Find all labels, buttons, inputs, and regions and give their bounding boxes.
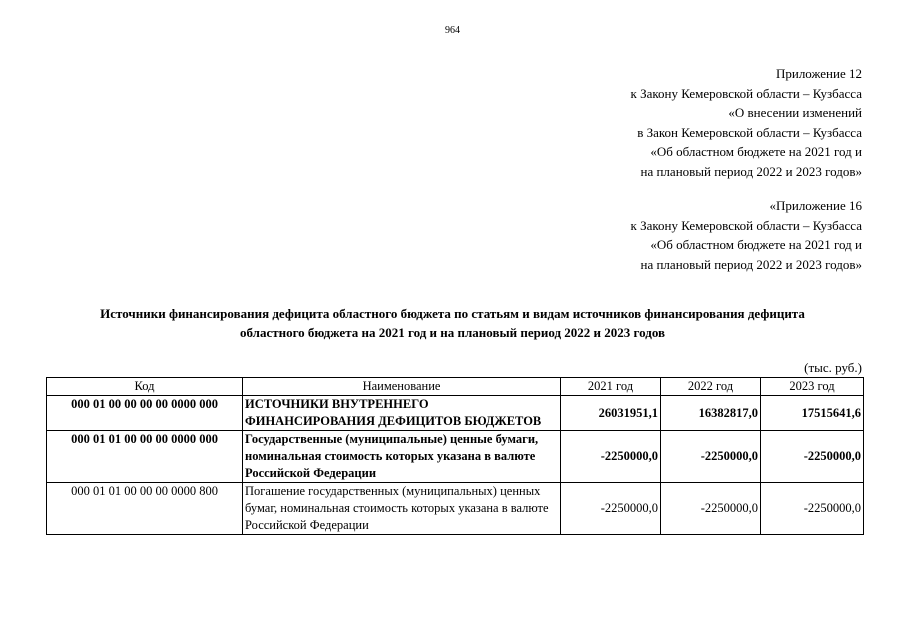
- annex-line: «О внесении изменений: [728, 105, 862, 121]
- header-2022: 2022 год: [661, 378, 761, 396]
- cell-2021: -2250000,0: [561, 483, 661, 535]
- annex-line: на плановый период 2022 и 2023 годов»: [640, 256, 862, 272]
- cell-2022: 16382817,0: [661, 396, 761, 431]
- cell-name: Государственные (муниципальные) ценные бумаги, номинальная стоимость которых указана в валюте Российской Федерации: [243, 431, 561, 483]
- annex-current-block: [631, 64, 863, 182]
- annex-line: «Об областном бюджете на 2021 год и: [650, 144, 862, 160]
- annex-line: в Закон Кемеровской области – Кузбасса: [637, 124, 862, 140]
- table-row: [47, 483, 864, 535]
- cell-code: 000 01 01 00 00 00 0000 800: [47, 483, 243, 535]
- cell-2021: -2250000,0: [561, 431, 661, 483]
- annex-line: Приложение 12: [775, 66, 862, 81]
- cell-2022: -2250000,0: [661, 431, 761, 483]
- annex-line: «Приложение 16: [769, 198, 862, 213]
- table-header-row: [47, 378, 864, 396]
- cell-name: Погашение государственных (муниципальных) ценных бумаг, номинальная стоимость которых указана в валюте Российской Федерации: [243, 483, 561, 535]
- cell-2023: 17515641,6: [761, 396, 864, 431]
- annex-line: на плановый период 2022 и 2023 годов»: [640, 163, 862, 179]
- units-label: (тыс. руб.): [804, 360, 862, 375]
- annex-original-block: [631, 196, 863, 274]
- document-title: [40, 304, 865, 342]
- annex-line: «Об областном бюджете на 2021 год и: [650, 237, 862, 253]
- annex-line: к Закону Кемеровской области – Кузбасса: [630, 85, 862, 101]
- header-2021: 2021 год: [561, 378, 661, 396]
- cell-name: ИСТОЧНИКИ ВНУТРЕННЕГО ФИНАНСИРОВАНИЯ ДЕФИЦИТОВ БЮДЖЕТОВ: [243, 396, 561, 431]
- financing-table: [46, 377, 864, 535]
- cell-2022: -2250000,0: [661, 483, 761, 535]
- table-row: [47, 431, 864, 483]
- cell-2023: -2250000,0: [761, 483, 864, 535]
- table-row: [47, 396, 864, 431]
- cell-code: 000 01 01 00 00 00 0000 000: [47, 431, 243, 483]
- cell-2023: -2250000,0: [761, 431, 864, 483]
- cell-code: 000 01 00 00 00 00 0000 000: [47, 396, 243, 431]
- cell-2021: 26031951,1: [561, 396, 661, 431]
- document-title-line: Источники финансирования дефицита областного бюджета по статьям и видам источников финансирования дефицита: [100, 306, 805, 321]
- annex-line: к Закону Кемеровской области – Кузбасса: [630, 217, 862, 233]
- header-name: Наименование: [243, 378, 561, 396]
- page-number: 964: [445, 25, 460, 36]
- document-title-line: областного бюджета на 2021 год и на плановый период 2022 и 2023 годов: [239, 325, 666, 340]
- header-code: Код: [47, 378, 243, 396]
- header-2023: 2023 год: [761, 378, 864, 396]
